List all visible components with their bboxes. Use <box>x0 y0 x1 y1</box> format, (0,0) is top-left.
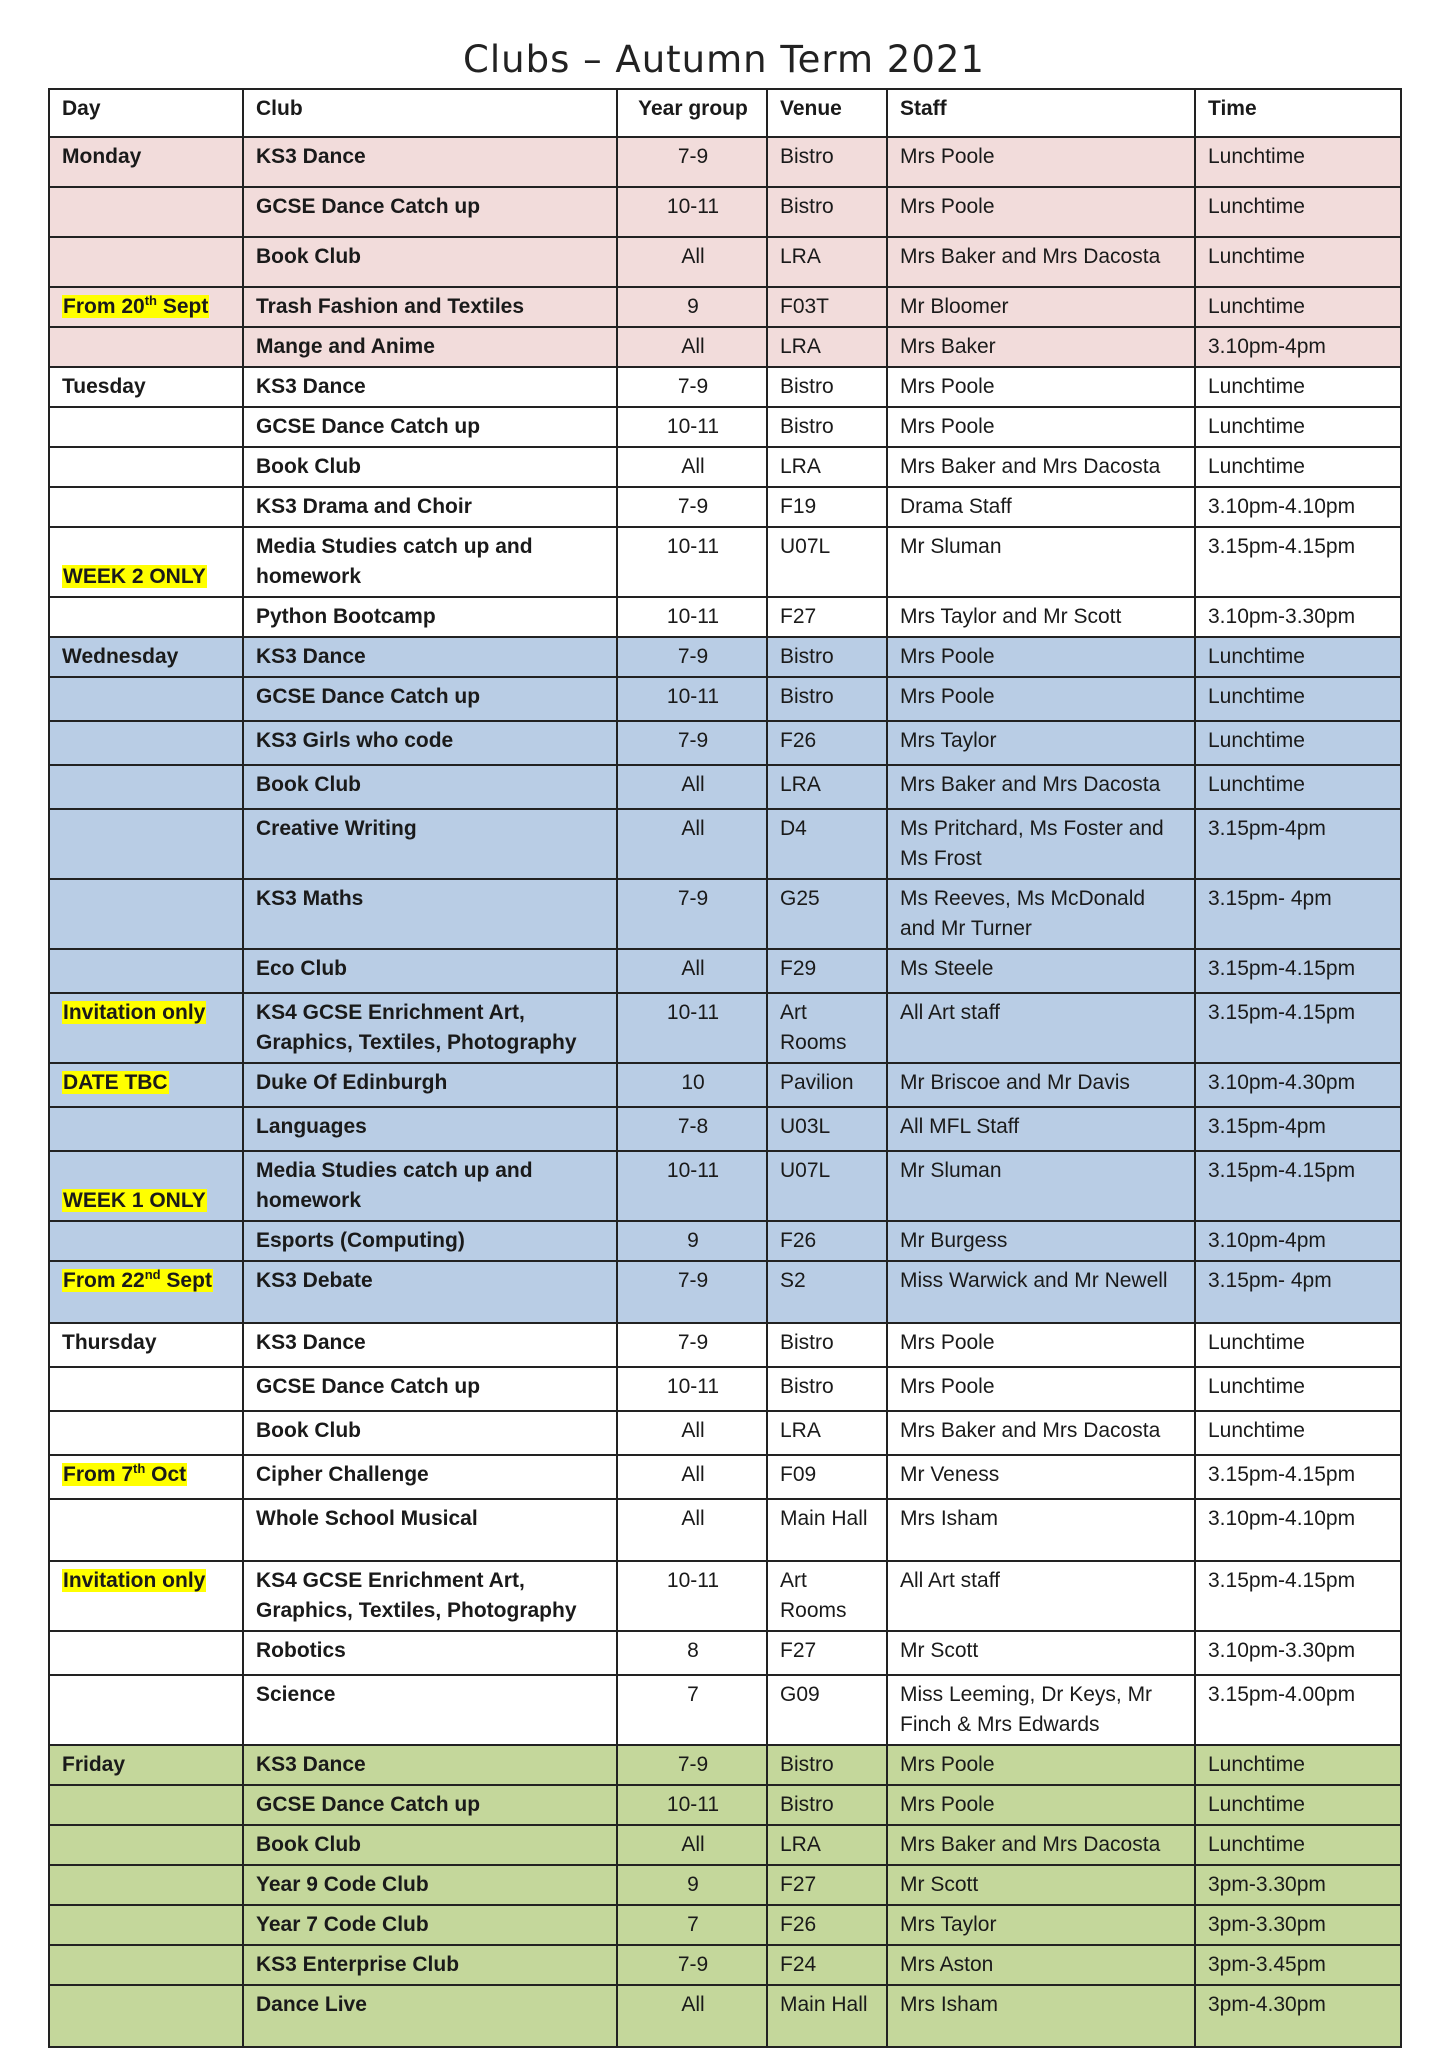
day-cell <box>49 1675 243 1745</box>
table-row <box>49 1261 1401 1323</box>
table-row <box>49 1905 1401 1945</box>
club-cell: Esports (Computing) <box>243 1221 617 1261</box>
staff-cell: All Art staff <box>887 993 1195 1063</box>
year-group-cell: 10-11 <box>617 187 767 237</box>
header-year-group: Year group <box>617 89 767 137</box>
club-cell: GCSE Dance Catch up <box>243 187 617 237</box>
staff-cell: Mrs Poole <box>887 1323 1195 1367</box>
club-cell: KS4 GCSE Enrichment Art, Graphics, Textiles, Photography <box>243 993 617 1063</box>
time-cell: 3pm-3.30pm <box>1195 1865 1401 1905</box>
venue-cell: Pavilion <box>767 1063 887 1107</box>
table-row <box>49 1455 1401 1499</box>
venue-cell: F27 <box>767 1631 887 1675</box>
club-cell: KS3 Debate <box>243 1261 617 1323</box>
staff-cell: Mrs Poole <box>887 137 1195 187</box>
venue-cell: Bistro <box>767 677 887 721</box>
club-cell: Science <box>243 1675 617 1745</box>
staff-cell: Mr Scott <box>887 1865 1195 1905</box>
day-cell <box>49 765 243 809</box>
day-cell <box>49 597 243 637</box>
year-group-cell: All <box>617 237 767 287</box>
staff-cell: Mrs Taylor <box>887 721 1195 765</box>
time-cell: Lunchtime <box>1195 407 1401 447</box>
table-row <box>49 447 1401 487</box>
table-row <box>49 327 1401 367</box>
table-row <box>49 1063 1401 1107</box>
club-cell: Book Club <box>243 1411 617 1455</box>
venue-cell: Art Rooms <box>767 1561 887 1631</box>
day-cell <box>49 407 243 447</box>
club-cell: GCSE Dance Catch up <box>243 1367 617 1411</box>
venue-cell: Art Rooms <box>767 993 887 1063</box>
day-cell <box>49 1745 243 1785</box>
time-cell: 3.10pm-4pm <box>1195 1221 1401 1261</box>
table-row <box>49 367 1401 407</box>
club-cell: Languages <box>243 1107 617 1151</box>
venue-cell: Bistro <box>767 637 887 677</box>
table-row <box>49 1151 1401 1221</box>
year-group-cell: 10-11 <box>617 1367 767 1411</box>
club-cell: Year 9 Code Club <box>243 1865 617 1905</box>
day-name: Wednesday <box>62 645 179 668</box>
time-cell: Lunchtime <box>1195 1367 1401 1411</box>
club-cell: Book Club <box>243 237 617 287</box>
venue-cell: Bistro <box>767 1323 887 1367</box>
club-cell: Duke Of Edinburgh <box>243 1063 617 1107</box>
time-cell: 3.10pm-4.30pm <box>1195 1063 1401 1107</box>
venue-cell: U07L <box>767 1151 887 1221</box>
club-cell: KS3 Dance <box>243 137 617 187</box>
table-row <box>49 1499 1401 1561</box>
club-cell: KS3 Dance <box>243 637 617 677</box>
staff-cell: Mrs Poole <box>887 637 1195 677</box>
venue-cell: Bistro <box>767 1745 887 1785</box>
venue-cell: G25 <box>767 879 887 949</box>
table-row <box>49 809 1401 879</box>
year-group-cell: 9 <box>617 287 767 327</box>
day-name: Monday <box>62 145 142 168</box>
venue-cell: Bistro <box>767 137 887 187</box>
day-cell <box>49 137 243 187</box>
year-group-cell: All <box>617 447 767 487</box>
venue-cell: Bistro <box>767 367 887 407</box>
club-cell: Whole School Musical <box>243 1499 617 1561</box>
year-group-cell: 7-9 <box>617 637 767 677</box>
year-group-cell: 8 <box>617 1631 767 1675</box>
venue-cell: LRA <box>767 1825 887 1865</box>
year-group-cell: 7-8 <box>617 1107 767 1151</box>
time-cell: 3.15pm-4.15pm <box>1195 1561 1401 1631</box>
time-cell: Lunchtime <box>1195 1785 1401 1825</box>
staff-cell: All Art staff <box>887 1561 1195 1631</box>
staff-cell: Mr Burgess <box>887 1221 1195 1261</box>
staff-cell: Mrs Baker and Mrs Dacosta <box>887 447 1195 487</box>
day-cell <box>49 1455 243 1499</box>
header-venue: Venue <box>767 89 887 137</box>
club-cell: Robotics <box>243 1631 617 1675</box>
time-cell: Lunchtime <box>1195 287 1401 327</box>
year-group-cell: 10-11 <box>617 1785 767 1825</box>
day-cell <box>49 447 243 487</box>
venue-cell: F27 <box>767 597 887 637</box>
day-cell <box>49 1221 243 1261</box>
table-row <box>49 1107 1401 1151</box>
time-cell: 3.15pm-4.15pm <box>1195 1151 1401 1221</box>
staff-cell: Mr Scott <box>887 1631 1195 1675</box>
date-note: DATE TBC <box>63 1071 168 1094</box>
day-cell <box>49 721 243 765</box>
club-cell: Python Bootcamp <box>243 597 617 637</box>
year-group-cell: All <box>617 949 767 993</box>
year-group-cell: All <box>617 1411 767 1455</box>
table-row <box>49 1985 1401 2047</box>
club-cell: GCSE Dance Catch up <box>243 407 617 447</box>
staff-cell: Mrs Poole <box>887 677 1195 721</box>
table-row <box>49 597 1401 637</box>
table-row <box>49 1367 1401 1411</box>
day-cell <box>49 677 243 721</box>
club-cell: Trash Fashion and Textiles <box>243 287 617 327</box>
club-cell: Eco Club <box>243 949 617 993</box>
year-group-cell: 10-11 <box>617 1561 767 1631</box>
day-cell <box>49 1499 243 1561</box>
staff-cell: Mrs Baker and Mrs Dacosta <box>887 1825 1195 1865</box>
year-group-cell: 10-11 <box>617 1151 767 1221</box>
venue-cell: F24 <box>767 1945 887 1985</box>
staff-cell: Mr Veness <box>887 1455 1195 1499</box>
time-cell: 3.10pm-4pm <box>1195 327 1401 367</box>
time-cell: Lunchtime <box>1195 721 1401 765</box>
club-cell: Dance Live <box>243 1985 617 2047</box>
club-cell: Creative Writing <box>243 809 617 879</box>
day-cell <box>49 1865 243 1905</box>
year-group-cell: All <box>617 1455 767 1499</box>
time-cell: Lunchtime <box>1195 367 1401 407</box>
header-time: Time <box>1195 89 1401 137</box>
year-group-cell: 7-9 <box>617 721 767 765</box>
header-day: Day <box>49 89 243 137</box>
club-cell: KS3 Maths <box>243 879 617 949</box>
time-cell: 3.15pm- 4pm <box>1195 879 1401 949</box>
staff-cell: Ms Steele <box>887 949 1195 993</box>
staff-cell: Mrs Baker and Mrs Dacosta <box>887 1411 1195 1455</box>
staff-cell: Ms Reeves, Ms McDonald and Mr Turner <box>887 879 1195 949</box>
time-cell: Lunchtime <box>1195 637 1401 677</box>
table-row <box>49 1631 1401 1675</box>
table-row <box>49 287 1401 327</box>
day-name: Friday <box>62 1753 126 1776</box>
club-cell: Cipher Challenge <box>243 1455 617 1499</box>
year-group-cell: 7-9 <box>617 1745 767 1785</box>
staff-cell: Miss Warwick and Mr Newell <box>887 1261 1195 1323</box>
time-cell: 3.15pm-4pm <box>1195 809 1401 879</box>
table-row <box>49 237 1401 287</box>
day-cell <box>49 1985 243 2047</box>
table-row <box>49 487 1401 527</box>
venue-cell: F19 <box>767 487 887 527</box>
table-row <box>49 137 1401 187</box>
table-row <box>49 1323 1401 1367</box>
table-row <box>49 1675 1401 1745</box>
time-cell: 3pm-3.45pm <box>1195 1945 1401 1985</box>
year-group-cell: All <box>617 765 767 809</box>
table-row <box>49 1745 1401 1785</box>
year-group-cell: 7 <box>617 1675 767 1745</box>
venue-cell: F26 <box>767 721 887 765</box>
time-cell: Lunchtime <box>1195 765 1401 809</box>
day-cell <box>49 1323 243 1367</box>
day-cell <box>49 1631 243 1675</box>
time-cell: 3.10pm-4.10pm <box>1195 487 1401 527</box>
venue-cell: LRA <box>767 765 887 809</box>
year-group-cell: 7 <box>617 1905 767 1945</box>
year-group-cell: 7-9 <box>617 1261 767 1323</box>
time-cell: 3.15pm-4.15pm <box>1195 527 1401 597</box>
year-group-cell: All <box>617 1825 767 1865</box>
venue-cell: Bistro <box>767 1785 887 1825</box>
staff-cell: Mrs Taylor <box>887 1905 1195 1945</box>
day-cell <box>49 993 243 1063</box>
club-cell: Book Club <box>243 765 617 809</box>
day-cell <box>49 1825 243 1865</box>
club-cell: KS3 Dance <box>243 1745 617 1785</box>
staff-cell: All MFL Staff <box>887 1107 1195 1151</box>
club-cell: KS3 Girls who code <box>243 721 617 765</box>
year-group-cell: 10-11 <box>617 597 767 637</box>
table-row <box>49 721 1401 765</box>
year-group-cell: 7-9 <box>617 487 767 527</box>
time-cell: Lunchtime <box>1195 187 1401 237</box>
time-cell: Lunchtime <box>1195 137 1401 187</box>
table-row <box>49 407 1401 447</box>
time-cell: 3.15pm-4pm <box>1195 1107 1401 1151</box>
time-cell: Lunchtime <box>1195 677 1401 721</box>
venue-cell: Bistro <box>767 187 887 237</box>
venue-cell: F26 <box>767 1905 887 1945</box>
staff-cell: Mrs Baker and Mrs Dacosta <box>887 765 1195 809</box>
time-cell: 3.10pm-3.30pm <box>1195 597 1401 637</box>
year-group-cell: All <box>617 809 767 879</box>
day-cell <box>49 1905 243 1945</box>
day-cell <box>49 809 243 879</box>
staff-cell: Mrs Isham <box>887 1985 1195 2047</box>
header-row <box>49 89 1401 137</box>
year-group-cell: All <box>617 1985 767 2047</box>
time-cell: 3pm-4.30pm <box>1195 1985 1401 2047</box>
day-cell <box>49 637 243 677</box>
table-row <box>49 1785 1401 1825</box>
staff-cell: Mrs Poole <box>887 1785 1195 1825</box>
staff-cell: Mrs Isham <box>887 1499 1195 1561</box>
venue-cell: G09 <box>767 1675 887 1745</box>
year-group-cell: 7-9 <box>617 1945 767 1985</box>
time-cell: 3.15pm-4.15pm <box>1195 1455 1401 1499</box>
time-cell: 3.10pm-3.30pm <box>1195 1631 1401 1675</box>
time-cell: 3pm-3.30pm <box>1195 1905 1401 1945</box>
staff-cell: Mrs Baker and Mrs Dacosta <box>887 237 1195 287</box>
club-cell: Mange and Anime <box>243 327 617 367</box>
club-cell: GCSE Dance Catch up <box>243 1785 617 1825</box>
day-cell <box>49 1561 243 1631</box>
year-group-cell: 9 <box>617 1865 767 1905</box>
venue-cell: LRA <box>767 1411 887 1455</box>
day-cell <box>49 1107 243 1151</box>
time-cell: 3.15pm-4.15pm <box>1195 949 1401 993</box>
time-cell: 3.15pm- 4pm <box>1195 1261 1401 1323</box>
table-row <box>49 1945 1401 1985</box>
header-club: Club <box>243 89 617 137</box>
time-cell: Lunchtime <box>1195 1323 1401 1367</box>
year-group-cell: 7-9 <box>617 879 767 949</box>
staff-cell: Mrs Aston <box>887 1945 1195 1985</box>
day-cell <box>49 1785 243 1825</box>
date-note: From 20th Sept <box>63 293 209 318</box>
time-cell: 3.15pm-4.00pm <box>1195 1675 1401 1745</box>
day-cell <box>49 949 243 993</box>
table-row <box>49 949 1401 993</box>
day-cell <box>49 287 243 327</box>
venue-cell: U07L <box>767 527 887 597</box>
table-row <box>49 879 1401 949</box>
venue-cell: Main Hall <box>767 1499 887 1561</box>
venue-cell: F29 <box>767 949 887 993</box>
venue-cell: F03T <box>767 287 887 327</box>
day-cell <box>49 1063 243 1107</box>
table-row <box>49 1411 1401 1455</box>
year-group-cell: 10 <box>617 1063 767 1107</box>
table-row <box>49 637 1401 677</box>
club-cell: KS3 Enterprise Club <box>243 1945 617 1985</box>
date-note: Invitation only <box>63 1569 206 1592</box>
staff-cell: Mr Bloomer <box>887 287 1195 327</box>
table-row <box>49 1865 1401 1905</box>
venue-cell: LRA <box>767 327 887 367</box>
day-cell <box>49 237 243 287</box>
table-row <box>49 527 1401 597</box>
day-cell <box>49 367 243 407</box>
venue-cell: S2 <box>767 1261 887 1323</box>
club-cell: Media Studies catch up and homework <box>243 527 617 597</box>
club-cell: Book Club <box>243 447 617 487</box>
day-cell <box>49 487 243 527</box>
venue-cell: LRA <box>767 447 887 487</box>
date-note: WEEK 1 ONLY <box>63 1189 206 1212</box>
time-cell: 3.10pm-4.10pm <box>1195 1499 1401 1561</box>
table-row <box>49 1221 1401 1261</box>
staff-cell: Mrs Poole <box>887 367 1195 407</box>
staff-cell: Mrs Poole <box>887 407 1195 447</box>
date-note: From 22nd Sept <box>63 1267 212 1292</box>
day-cell <box>49 527 243 597</box>
venue-cell: F27 <box>767 1865 887 1905</box>
staff-cell: Ms Pritchard, Ms Foster and Ms Frost <box>887 809 1195 879</box>
year-group-cell: 7-9 <box>617 137 767 187</box>
table-row <box>49 1561 1401 1631</box>
day-cell <box>49 1261 243 1323</box>
venue-cell: Bistro <box>767 1367 887 1411</box>
venue-cell: LRA <box>767 237 887 287</box>
staff-cell: Mrs Taylor and Mr Scott <box>887 597 1195 637</box>
club-cell: KS3 Dance <box>243 1323 617 1367</box>
venue-cell: F26 <box>767 1221 887 1261</box>
day-cell <box>49 1945 243 1985</box>
staff-cell: Drama Staff <box>887 487 1195 527</box>
table-row <box>49 765 1401 809</box>
venue-cell: Main Hall <box>767 1985 887 2047</box>
day-name: Thursday <box>62 1331 157 1354</box>
staff-cell: Mrs Poole <box>887 1367 1195 1411</box>
club-cell: KS3 Drama and Choir <box>243 487 617 527</box>
day-name: Tuesday <box>62 375 146 398</box>
venue-cell: F09 <box>767 1455 887 1499</box>
table-row <box>49 1825 1401 1865</box>
venue-cell: U03L <box>767 1107 887 1151</box>
date-note: Invitation only <box>63 1001 206 1024</box>
year-group-cell: 10-11 <box>617 677 767 721</box>
date-note: From 7th Oct <box>63 1461 187 1486</box>
table-row <box>49 993 1401 1063</box>
time-cell: Lunchtime <box>1195 1745 1401 1785</box>
staff-cell: Mr Sluman <box>887 527 1195 597</box>
staff-cell: Mrs Poole <box>887 187 1195 237</box>
day-cell <box>49 1367 243 1411</box>
time-cell: 3.15pm-4.15pm <box>1195 993 1401 1063</box>
year-group-cell: 10-11 <box>617 527 767 597</box>
table-row <box>49 677 1401 721</box>
year-group-cell: 7-9 <box>617 1323 767 1367</box>
staff-cell: Miss Leeming, Dr Keys, Mr Finch & Mrs Edwards <box>887 1675 1195 1745</box>
page-title: Clubs – Autumn Term 2021 <box>463 38 985 81</box>
club-cell: Media Studies catch up and homework <box>243 1151 617 1221</box>
staff-cell: Mrs Poole <box>887 1745 1195 1785</box>
club-cell: KS3 Dance <box>243 367 617 407</box>
time-cell: Lunchtime <box>1195 1411 1401 1455</box>
year-group-cell: 10-11 <box>617 993 767 1063</box>
time-cell: Lunchtime <box>1195 1825 1401 1865</box>
venue-cell: D4 <box>767 809 887 879</box>
day-cell <box>49 327 243 367</box>
time-cell: Lunchtime <box>1195 237 1401 287</box>
year-group-cell: All <box>617 327 767 367</box>
year-group-cell: 7-9 <box>617 367 767 407</box>
staff-cell: Mrs Baker <box>887 327 1195 367</box>
day-cell <box>49 879 243 949</box>
year-group-cell: All <box>617 1499 767 1561</box>
staff-cell: Mr Briscoe and Mr Davis <box>887 1063 1195 1107</box>
venue-cell: Bistro <box>767 407 887 447</box>
header-staff: Staff <box>887 89 1195 137</box>
year-group-cell: 10-11 <box>617 407 767 447</box>
staff-cell: Mr Sluman <box>887 1151 1195 1221</box>
date-note: WEEK 2 ONLY <box>63 565 206 588</box>
day-cell <box>49 1411 243 1455</box>
table-row <box>49 187 1401 237</box>
club-cell: Year 7 Code Club <box>243 1905 617 1945</box>
club-cell: GCSE Dance Catch up <box>243 677 617 721</box>
time-cell: Lunchtime <box>1195 447 1401 487</box>
clubs-table <box>48 88 1402 2048</box>
year-group-cell: 9 <box>617 1221 767 1261</box>
day-cell <box>49 187 243 237</box>
club-cell: KS4 GCSE Enrichment Art, Graphics, Textiles, Photography <box>243 1561 617 1631</box>
club-cell: Book Club <box>243 1825 617 1865</box>
day-cell <box>49 1151 243 1221</box>
